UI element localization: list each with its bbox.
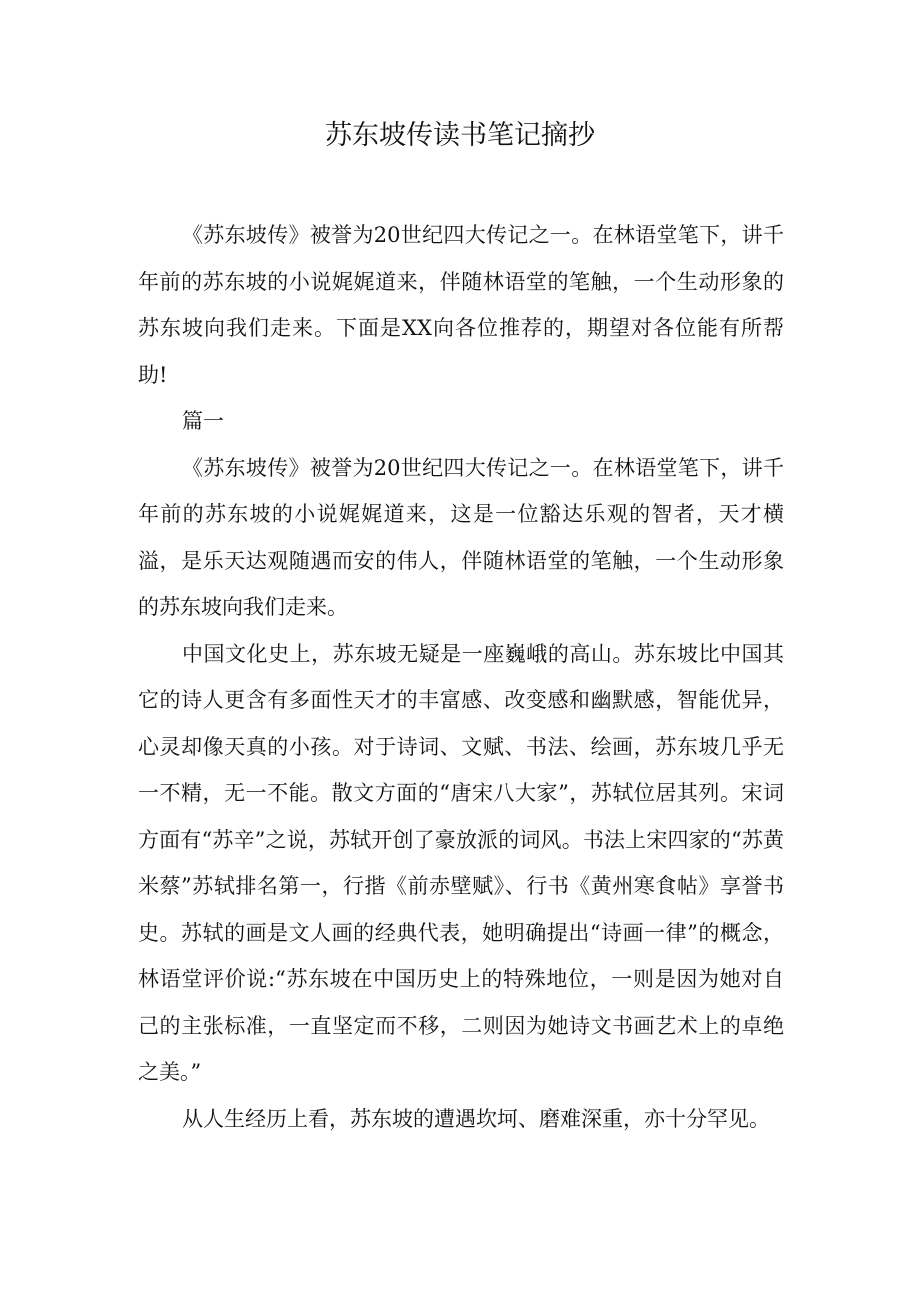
body-paragraph: 中国文化史上，苏东坡无疑是一座巍峨的高山。苏东坡比中国其它的诗人更含有多面性天才的丰富感、改变感和幽默感，智能优异，心灵却像天真的小孩。对于诗词、文赋、书法、绘画，苏东坡几乎无一不精，无一不能。散文方面的“唐宋八大家”，苏轼位居其列。宋词方面有“苏辛”之说，苏轼开创了豪放派的词风。书法上宋四家的“苏黄米蔡”苏轼排名第一，行揩《前赤壁赋》、行书《黄州寒食帖》享誉书史。苏轼的画是文人画的经典代表，她明确提出“诗画一律”的概念，林语堂评价说:“苏东坡在中国历史上的特殊地位，一则是因为她对自己的主张标准，一直坚定而不移，二则因为她诗文书画艺术上的卓绝之美。” — [138, 641, 784, 1084]
section-heading: 篇一 — [182, 409, 224, 433]
body-paragraph: 《苏东坡传》被誉为20世纪四大传记之一。在林语堂笔下，讲千年前的苏东坡的小说娓娓道来，这是一位豁达乐观的智者，天才横溢，是乐天达观随遇而安的伟人，伴随林语堂的笔触，一个生动形象的苏东坡向我们走来。 — [138, 455, 784, 619]
intro-paragraph: 《苏东坡传》被誉为20世纪四大传记之一。在林语堂笔下，讲千年前的苏东坡的小说娓娓道来，伴随林语堂的笔触，一个生动形象的苏东坡向我们走来。下面是XX向各位推荐的，期望对各位能有所帮助! — [138, 223, 784, 387]
document-title: 苏东坡传读书笔记摘抄 — [325, 120, 595, 151]
document-body — [138, 212, 784, 1142]
body-paragraph: 从人生经历上看，苏东坡的遭遇坎坷、磨难深重，亦十分罕见。 — [182, 1106, 770, 1131]
